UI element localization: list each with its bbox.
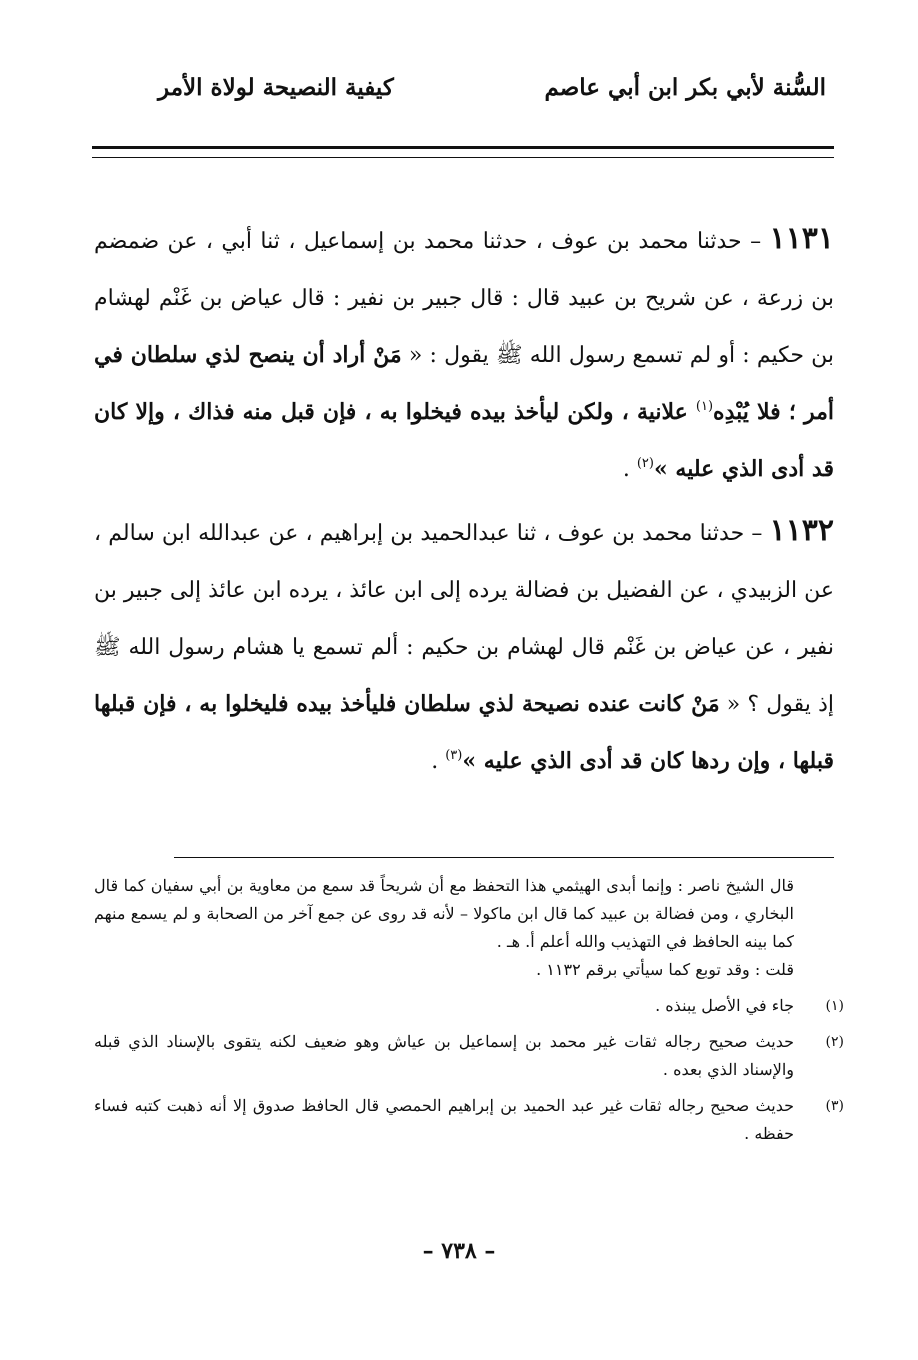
footnote-mark: (٣): [825, 1098, 844, 1114]
footnote-ref: (٣): [445, 748, 463, 763]
chapter-title-header: كيفية النصيحة لولاة الأمر: [158, 74, 394, 101]
hadith-isnad: – حدثنا محمد بن عوف ، ثنا عبدالحميد بن إبراهيم ، عن عبدالله ابن سالم ، عن الزبيدي ، عن الفضيل بن فضالة يرده إلى ابن عائذ ، يرده ابن عائذ إلى جبير بن نفير ، عن عياض بن غَنْم قال لهشام بن حكيم : ألم تسمع يا هشام رسول الله ﷺ إذ يقول ؟ «: [94, 521, 834, 717]
book-title-header: السُّنة لأبي بكر ابن أبي عاصم: [544, 74, 826, 101]
footnote-mark: (١): [825, 998, 844, 1014]
main-text: [94, 210, 834, 794]
footnote-2: [94, 1028, 844, 1084]
footnote-separator: [174, 857, 834, 858]
hadith-1132: [94, 502, 834, 790]
footnote-continued: قلت : وقد توبع كما سيأتي برقم ١١٣٢ .: [536, 960, 794, 979]
header-rule-thin: [92, 157, 834, 158]
footnote-text: جاء في الأصل يبنذه .: [655, 996, 794, 1015]
hadith-end: .: [622, 457, 637, 482]
footnote-ref: (١): [695, 399, 714, 414]
hadith-matn: مَنْ أراد أن ينصح لذي سلطان في أمر ؛ فلا يُبْدِه: [94, 342, 834, 425]
hadith-isnad: – حدثنا محمد بن عوف ، حدثنا محمد بن إسماعيل ، ثنا أبي ، عن ضمضم بن زرعة ، عن شريح بن عبيد قال : قال جبير بن نفير : قال عياض بن غَنْم لهشام بن حكيم : أو لم تسمع رسول الله ﷺ يقول : «: [94, 229, 835, 368]
hadith-end: .: [431, 749, 446, 774]
footnote-text: حديث صحيح رجاله ثقات غير عبد الحميد بن إبراهيم الحمصي قال الحافظ صدوق إلا أنه ذهبت كتبه فساء حفظه .: [94, 1096, 794, 1143]
footnote-continued: قال الشيخ ناصر : وإنما أبدى الهيثمي هذا التحفظ مع أن شريحاً قد سمع من معاوية بن أبي سفيان كما قال البخاري ، ومن فضالة بن عبيد كما قال ابن ماكولا – لأنه قد روى عن جمع آخر من الصحابة و لم يسمع منهم كما بينه الحافظ في التهذيب والله أعلم أ. هـ .: [94, 876, 794, 951]
header-rule-thick: [92, 146, 834, 149]
hadith-matn: مَنْ كانت عنده نصيحة لذي سلطان فليأخذ بيده فليخلوا به ، فإن قبلها قبلها ، وإن ردها كان قد أدى الذي عليه »: [94, 691, 834, 774]
hadith-number: ١١٣١: [769, 221, 834, 256]
hadith-1131: [94, 210, 834, 498]
footnote-1: [94, 992, 844, 1020]
footnote-3: [94, 1092, 844, 1148]
page-number: – ٧٣٨ –: [422, 1238, 496, 1264]
footnote-ref: (٢): [636, 456, 654, 471]
hadith-matn-cont: علانية ، ولكن ليأخذ بيده فيخلوا به ، فإن قبل منه فذاك ، وإلا كان قد أدى الذي عليه »: [94, 399, 834, 482]
footnotes: [94, 872, 844, 1148]
footnote-text: حديث صحيح رجاله ثقات غير محمد بن إسماعيل بن عياش وهو ضعيف لكنه يتقوى بالإسناد الذي قبله والإسناد الذي بعده .: [94, 1032, 794, 1079]
footnote-mark: (٢): [825, 1034, 844, 1050]
hadith-number: ١١٣٢: [769, 513, 834, 548]
